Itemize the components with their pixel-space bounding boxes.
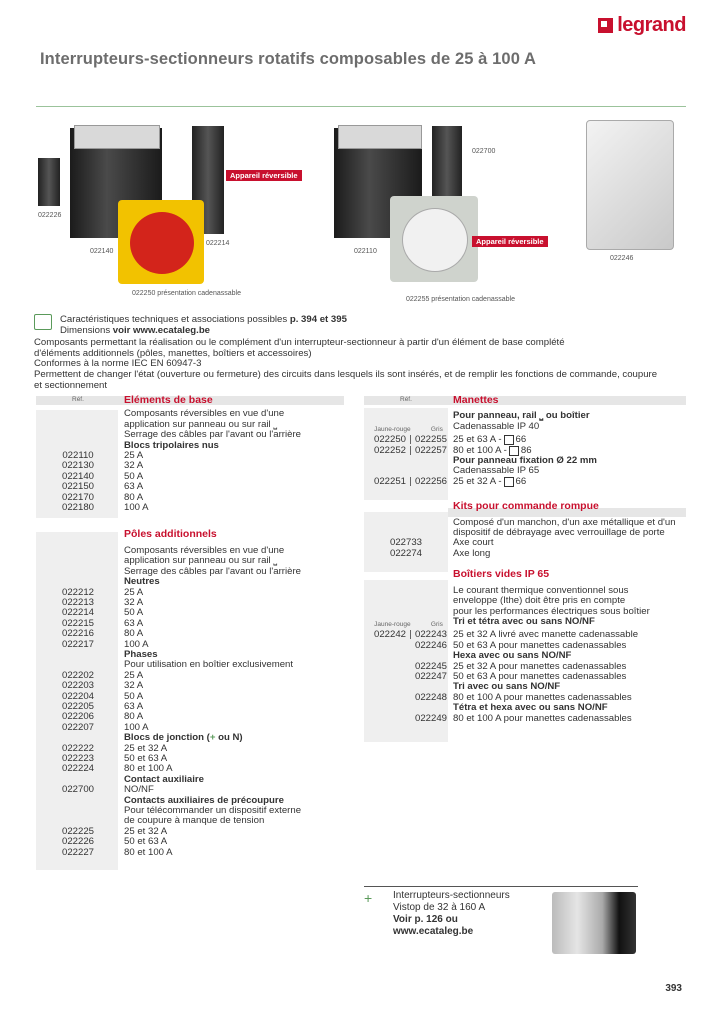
ip-rating: Cadenassable IP 40 xyxy=(453,420,540,432)
ref-code-gris: 022246 xyxy=(415,639,448,651)
ref-value: 80 A xyxy=(124,628,144,640)
table-row xyxy=(36,681,346,691)
photo-label: 022110 xyxy=(354,248,377,255)
ref-value: 80 et 100 A xyxy=(124,763,173,775)
ref-code: 022203 xyxy=(61,680,94,692)
brand-name: legrand xyxy=(617,14,686,36)
ref-code-jaune-rouge xyxy=(366,714,406,724)
ref-code: 022207 xyxy=(61,721,94,733)
ref-value: 25 A xyxy=(124,450,144,462)
desc-line: de coupure à manque de tension xyxy=(124,815,265,827)
photo-label: 022226 xyxy=(38,212,62,219)
square-icon xyxy=(504,435,514,445)
ref-code: 022223 xyxy=(61,753,94,764)
ref-pair xyxy=(364,693,453,703)
sub-title: Tri et tétra avec ou sans NO/NF xyxy=(453,615,595,627)
ref-value: 80 A xyxy=(124,711,144,723)
promo-line: Vistop de 32 à 160 A xyxy=(393,902,486,913)
section-title-boitiers: Boîtiers vides IP 65 xyxy=(453,568,550,581)
ref-code: 022733 xyxy=(389,537,422,549)
desc-line: Composants réversibles en vue d'une xyxy=(124,408,285,420)
sub-title: Pour panneau, rail ⎵ ou boîtier xyxy=(453,410,590,422)
promo-text xyxy=(393,890,510,938)
ref-code: 022222 xyxy=(61,742,94,754)
ref-code-gris: 022256 xyxy=(415,475,448,487)
info-icon xyxy=(34,314,52,330)
ref-pair xyxy=(364,672,453,682)
right-column xyxy=(364,395,688,724)
grey-handle-icon xyxy=(402,208,468,272)
ref-code: 022170 xyxy=(61,491,94,503)
ref-pair xyxy=(364,477,453,487)
ref-code: 022140 xyxy=(61,470,94,482)
ref-code-jaune-rouge: 022251 xyxy=(373,475,406,487)
left-column xyxy=(36,395,346,858)
ref-value: 80 et 100 A pour manettes cadenassables xyxy=(453,691,632,703)
sub-title: Hexa avec ou sans NO/NF xyxy=(453,650,572,662)
ref-value: 50 A xyxy=(124,690,144,702)
photo-label: 022250 présentation cadenassable xyxy=(132,290,241,297)
ref-code-jaune-rouge xyxy=(366,693,406,703)
sub-title-text: Blocs de jonction ( xyxy=(124,732,210,744)
ref-code: 022215 xyxy=(61,617,94,629)
col-label-jaune-rouge: Jaune-rouge xyxy=(374,425,411,433)
square-icon xyxy=(504,477,514,487)
page-title: Interrupteurs-sectionneurs rotatifs composables de 25 à 100 A xyxy=(40,50,537,68)
col-label-gris: Gris xyxy=(430,620,443,628)
sub-title: Pour panneau fixation Ø 22 mm xyxy=(453,455,597,467)
ref-value: Axe long xyxy=(453,547,491,559)
ref-code-gris: 022257 xyxy=(415,444,448,456)
ref-code: 022206 xyxy=(61,711,94,723)
promo-top-line xyxy=(364,886,638,887)
intro xyxy=(34,338,684,392)
photo-label: 022214 xyxy=(206,240,230,247)
ref-value: 100 A xyxy=(124,721,149,733)
desc-line: Serrage des câbles par l'avant ou l'arrière xyxy=(124,565,301,577)
divider xyxy=(410,435,411,444)
photo-022140-top xyxy=(74,125,160,149)
ref-code-gris: 022248 xyxy=(415,691,448,703)
sub-title: Contact auxiliaire xyxy=(124,773,204,785)
info-text: Dimensions xyxy=(60,324,113,336)
sub-title-text: ou N) xyxy=(215,732,243,744)
ref-value: 25 et 32 A xyxy=(124,742,168,754)
ref-value: 25 et 63 A - xyxy=(453,434,502,446)
page-number: 393 xyxy=(665,983,682,994)
ref-value: NO/NF xyxy=(124,784,154,796)
ref-value: 50 A xyxy=(124,470,144,482)
dimension-value: 66 xyxy=(515,434,527,446)
ref-code: 022150 xyxy=(61,481,94,493)
ref-value: 80 et 100 A xyxy=(124,846,173,858)
photo-022110-top xyxy=(338,125,422,149)
divider xyxy=(410,477,411,486)
ref-code-gris: 022243 xyxy=(415,629,448,641)
table-row xyxy=(36,640,346,650)
divider xyxy=(410,630,411,639)
photo-label: 022140 xyxy=(90,248,114,255)
ref-value: 32 A xyxy=(124,460,144,472)
ref-value: 80 et 100 A - xyxy=(453,444,507,456)
plus-symbol: + xyxy=(209,732,216,744)
promo-plus-icon: + xyxy=(364,890,373,906)
ref-value: 100 A xyxy=(124,638,149,650)
table-row xyxy=(364,714,688,724)
ref-pair xyxy=(364,446,453,456)
ref-value: 25 et 32 A xyxy=(124,825,168,837)
ref-code-gris: 022249 xyxy=(415,712,448,724)
ref-code-jaune-rouge: 022242 xyxy=(373,629,406,641)
ip-rating: Cadenassable IP 65 xyxy=(453,465,540,477)
desc-line: Composants réversibles en vue d'une xyxy=(124,544,285,556)
intro-line: Composants permettant la réalisation ou le complément d'un interrupteur-sectionneur à partir d'un élément de base complété xyxy=(34,337,565,348)
legrand-logo xyxy=(598,14,686,37)
ref-pair xyxy=(364,714,453,724)
ref-value: 63 A xyxy=(124,617,144,629)
info-text: Caractéristiques techniques et associations possibles xyxy=(60,314,290,325)
table-row xyxy=(364,549,688,559)
sub-title: Neutres xyxy=(124,576,160,588)
ref-value: 32 A xyxy=(124,596,144,608)
sub-title: Contacts auxiliaires de précoupure xyxy=(124,794,284,806)
note: Pour utilisation en boîtier exclusivement xyxy=(124,659,294,671)
photo-label: 022255 présentation cadenassable xyxy=(406,296,515,303)
ref-value: 50 et 63 A pour manettes cadenassables xyxy=(453,670,627,682)
photo-022246 xyxy=(586,120,674,250)
ref-value: 50 et 63 A xyxy=(124,836,168,848)
desc-line: Serrage des câbles par l'avant ou l'arrière xyxy=(124,429,301,441)
desc-line: application sur panneau ou sur rail ⎵ xyxy=(124,555,278,567)
ref-code: 022212 xyxy=(61,586,94,598)
reversible-badge: Appareil réversible xyxy=(472,236,548,247)
intro-line: et sectionnement xyxy=(34,379,108,391)
ref-code: 022225 xyxy=(61,825,94,837)
sub-title: Tétra et hexa avec ou sans NO/NF xyxy=(453,702,608,714)
ref-value: 80 et 100 A pour manettes cadenassables xyxy=(453,712,632,724)
desc-line: application sur panneau ou sur rail ⎵ xyxy=(124,418,278,430)
divider xyxy=(36,106,686,107)
photo-022226 xyxy=(38,158,60,206)
ref-code: 022226 xyxy=(61,836,94,848)
section-title-kits: Kits pour commande rompue xyxy=(453,500,599,513)
desc-line: enveloppe (Ithe) doit être pris en compte xyxy=(453,595,626,607)
ref-code: 022130 xyxy=(61,460,94,472)
ref-value: 25 et 32 A - xyxy=(453,475,502,487)
info-block xyxy=(60,315,347,336)
ref-code: 022700 xyxy=(61,784,94,796)
ref-value: 50 A xyxy=(124,607,144,619)
section-title-elements-base: Eléments de base xyxy=(124,394,213,406)
ref-value: 50 et 63 A pour manettes cadenassables xyxy=(453,639,627,651)
desc-line: Pour télécommander un dispositif externe xyxy=(124,805,302,817)
ref-code: 022110 xyxy=(62,450,94,462)
ref-code: 022227 xyxy=(61,846,94,858)
ref-code-gris: 022245 xyxy=(415,660,448,672)
desc-line: Composé d'un manchon, d'un axe métallique et d'un xyxy=(453,516,676,528)
table-row xyxy=(364,477,688,487)
col-label-gris: Gris xyxy=(430,425,443,433)
ref-code: 022274 xyxy=(389,547,422,559)
dimension-value: 86 xyxy=(520,444,532,456)
ref-code: 022205 xyxy=(61,700,94,712)
intro-line: Conformes à la norme IEC EN 60947-3 xyxy=(34,358,202,370)
ref-code-jaune-rouge: 022252 xyxy=(373,444,406,456)
legrand-logo-icon xyxy=(598,18,613,33)
sub-title: Phases xyxy=(124,648,158,660)
ref-value: 25 et 32 A livré avec manette cadenassable xyxy=(453,629,639,641)
ref-code-jaune-rouge xyxy=(366,662,406,672)
ref-pair xyxy=(364,641,453,651)
ref-value: 25 A xyxy=(124,669,144,681)
ref-code: 022224 xyxy=(61,763,94,775)
ref-code-gris: 022255 xyxy=(415,434,448,446)
ref-value: 100 A xyxy=(124,502,149,514)
desc-line: Le courant thermique conventionnel sous xyxy=(453,584,629,596)
ref-value: 80 A xyxy=(124,491,144,503)
promo-link[interactable]: Voir p. 126 ou xyxy=(393,914,458,925)
ref-value: 50 et 63 A xyxy=(124,753,168,764)
info-dimensions-link[interactable]: voir www.ecataleg.be xyxy=(112,324,211,336)
ref-header-label: Réf. xyxy=(400,396,412,403)
ref-code: 022213 xyxy=(61,596,94,608)
section-title-poles: Pôles additionnels xyxy=(124,528,217,541)
promo-url-link[interactable]: www.ecataleg.be xyxy=(393,926,474,937)
desc-line: pour les performances électriques sous boîtier xyxy=(453,605,650,617)
ref-code-jaune-rouge xyxy=(366,672,406,682)
info-page-link[interactable]: p. 394 et 395 xyxy=(289,314,347,325)
ref-code-gris: 022247 xyxy=(415,670,448,682)
ref-code: 022204 xyxy=(61,690,94,702)
table-row xyxy=(36,629,346,639)
intro-line: d'éléments additionnels (pôles, manettes, boîtiers et accessoires) xyxy=(34,347,312,359)
promo-line: Interrupteurs-sectionneurs xyxy=(393,890,510,901)
photo-label: 022700 xyxy=(472,148,496,155)
photo-label: 022246 xyxy=(610,255,634,262)
ref-value: Axe court xyxy=(453,537,494,549)
divider xyxy=(410,446,411,455)
ref-value: 32 A xyxy=(124,680,144,692)
ref-value: 63 A xyxy=(124,700,144,712)
ref-code: 022180 xyxy=(61,502,94,514)
table-row xyxy=(36,848,346,858)
section-title-manettes: Manettes xyxy=(453,394,499,406)
ref-header-label: Réf. xyxy=(72,396,84,403)
table-row xyxy=(36,503,346,513)
ref-code-jaune-rouge xyxy=(366,641,406,651)
ref-value: 63 A xyxy=(124,481,144,493)
vistop-photo xyxy=(552,892,636,954)
ref-value: 25 et 32 A pour manettes cadenassables xyxy=(453,660,627,672)
reversible-badge: Appareil réversible xyxy=(226,170,302,181)
ref-code-jaune-rouge: 022250 xyxy=(373,434,406,446)
ref-code: 022216 xyxy=(61,628,94,640)
intro-line: Permettent de changer l'état (ouverture ou fermeture) des circuits dans lesquels ils sont insérés, et de remplir les fonctions de commande, coupure xyxy=(34,369,658,381)
dimension-value: 66 xyxy=(515,475,527,487)
sub-title: Blocs tripolaires nus xyxy=(124,439,219,451)
ref-code: 022217 xyxy=(61,638,94,650)
ref-code: 022214 xyxy=(61,607,94,619)
red-handle-icon xyxy=(130,212,194,274)
ref-code: 022202 xyxy=(61,669,94,681)
col-label-jaune-rouge: Jaune-rouge xyxy=(374,620,411,628)
desc-line: dispositif de débrayage avec verrouillage de porte xyxy=(453,527,665,539)
ref-value: 25 A xyxy=(124,586,144,598)
sub-title: Tri avec ou sans NO/NF xyxy=(453,681,561,693)
